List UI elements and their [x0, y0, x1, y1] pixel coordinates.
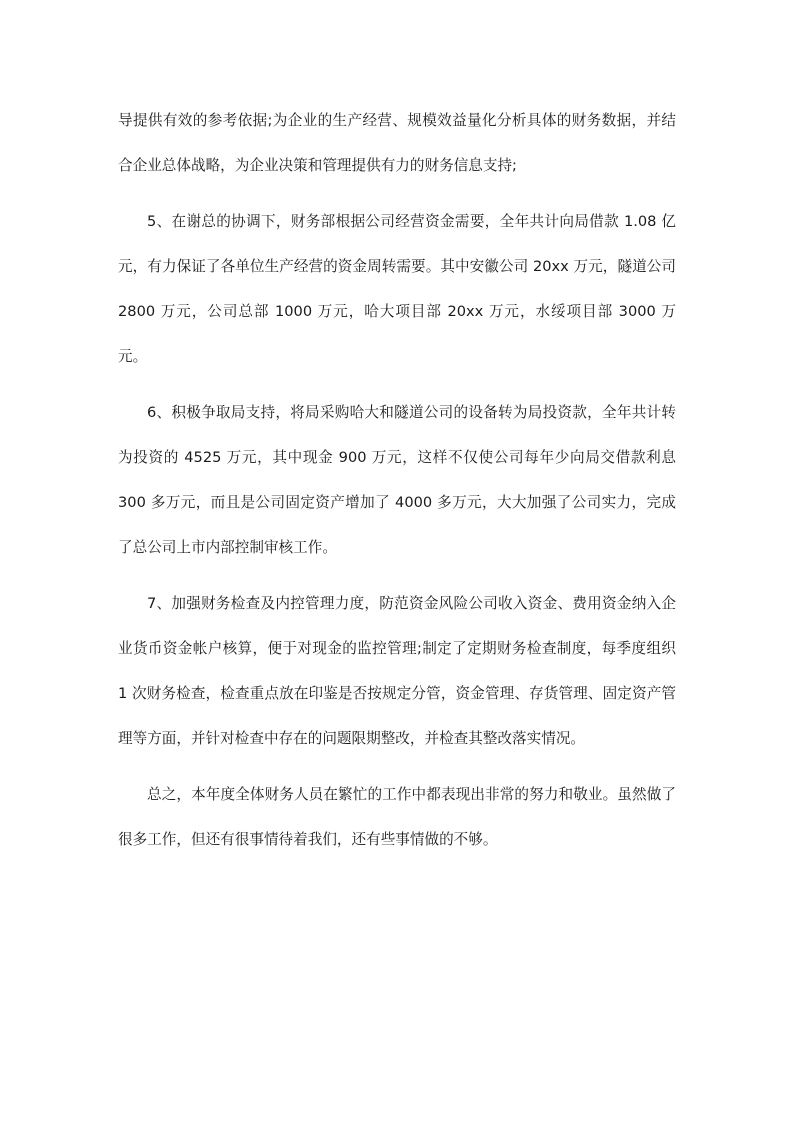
paragraph-gap [118, 570, 676, 581]
paragraph-gap [118, 379, 676, 390]
paragraph-summary: 总之，本年度全体财务人员在繁忙的工作中都表现出非常的努力和敬业。虽然做了很多工作，但还有很事情待着我们，还有些事情做的不够。 [118, 786, 676, 848]
paragraph-item-6: 6、积极争取局支持，将局采购哈大和隧道公司的设备转为局投资款，全年共计转为投资的 4525 万元，其中现金 900 万元，这样不仅使公司每年少向局交借款利息 300 多万元，而且是公司固定资产增加了 4000 多万元，大大加强了公司实力，完成了总公司上市内部控制审核工作。 [118, 404, 676, 556]
paragraph-item-5: 5、在谢总的协调下，财务部根据公司经营资金需要，全年共计向局借款 1.08 亿元，有力保证了各单位生产经营的资金周转需要。其中安徽公司 20xx 万元，隧道公司 2800 万元，公司总部 1000 万元，哈大项目部 20xx 万元，水绥项目部 3000 万元。 [118, 213, 676, 365]
paragraph-item-7: 7、加强财务检查及内控管理力度，防范资金风险公司收入资金、费用资金纳入企业货币资金帐户核算，便于对现金的监控管理;制定了定期财务检查制度，每季度组织 1 次财务检查，检查重点放在印鉴是否按规定分管，资金管理、存货管理、固定资产管理等方面，并针对检查中存在的问题限期整改，并检查其整改落实情况。 [118, 595, 676, 747]
paragraph-continuation: 导提供有效的参考依据;为企业的生产经营、规模效益量化分析具体的财务数据，并结合企业总体战略，为企业决策和管理提供有力的财务信息支持; [118, 112, 676, 174]
document-body [118, 98, 676, 862]
paragraph-gap [118, 761, 676, 772]
paragraph-gap [118, 188, 676, 199]
